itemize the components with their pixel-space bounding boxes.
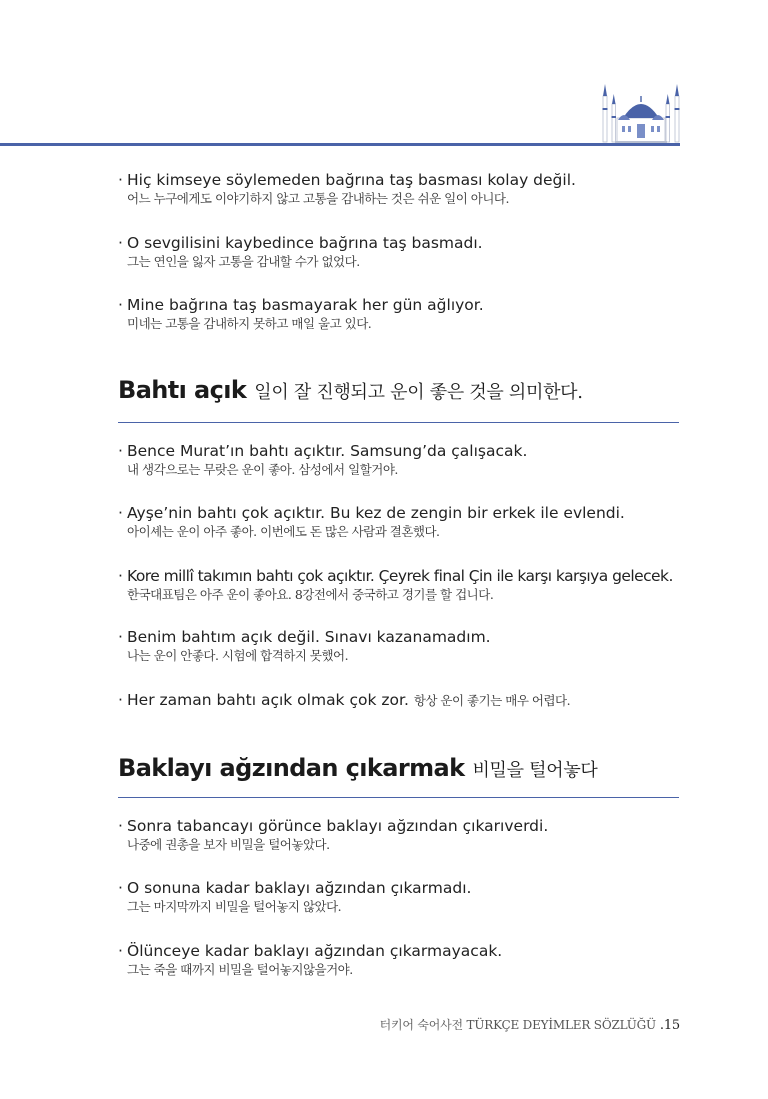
example-item: · Benim bahtım açık değil. Sınavı kazanamadım. 나는 운이 안좋다. 시험에 합격하지 못했어. — [118, 628, 491, 663]
example-korean: 그는 죽을 때까지 비밀을 털어놓지않을거야. — [127, 962, 353, 977]
mosque-icon — [600, 78, 682, 146]
example-turkish: Bence Murat’ın bahtı açıktır. Samsung’da çalışacak. — [127, 442, 528, 460]
example-turkish: O sonuna kadar baklayı ağzından çıkarmadı. — [127, 879, 472, 897]
example-turkish: Sonra tabancayı görünce baklayı ağzından çıkarıverdi. — [127, 817, 549, 835]
section-rule — [118, 422, 679, 423]
example-item: · Ölünceye kadar baklayı ağzından çıkarmayacak. 그는 죽을 때까지 비밀을 털어놓지않을거야. — [118, 942, 503, 977]
example-item: · Bence Murat’ın bahtı açıktır. Samsung’da çalışacak. 내 생각으로는 무랏은 운이 좋아. 삼성에서 일할거야. — [118, 442, 528, 477]
example-korean: 한국대표팀은 아주 운이 좋아요. 8강전에서 중국하고 경기를 할 겁니다. — [127, 587, 494, 602]
idiom-title: Bahtı açık — [118, 376, 247, 404]
example-turkish: Her zaman bahtı açık olmak çok zor. — [127, 691, 409, 709]
footer-book-title: 터키어 숙어사전 TÜRKÇE DEYİMLER SÖZLÜĞÜ — [379, 1018, 656, 1032]
idiom-heading — [118, 376, 583, 404]
example-item: · Hiç kimseye söylemeden bağrına taş basması kolay değil. 어느 누구에게도 이야기하지 않고 고통을 감내하는 것은 쉬운 일이 아니다. — [118, 171, 576, 206]
example-korean: 항상 운이 좋기는 매우 어렵다. — [413, 693, 571, 708]
page-number: .15 — [659, 1018, 680, 1033]
example-korean: 어느 누구에게도 이야기하지 않고 고통을 감내하는 것은 쉬운 일이 아니다. — [127, 191, 509, 206]
example-item: · O sonuna kadar baklayı ağzından çıkarmadı. 그는 마지막까지 비밀을 털어놓지 않았다. — [118, 879, 472, 914]
header-rule — [0, 143, 680, 146]
idiom-meaning: 일이 잘 진행되고 운이 좋은 것을 의미한다. — [254, 382, 583, 403]
example-item: · Ayşe’nin bahtı çok açıktır. Bu kez de zengin bir erkek ile evlendi. 아이셰는 운이 아주 좋아. 이번에도 돈 많은 사람과 결혼했다. — [118, 504, 625, 539]
page-footer — [380, 1016, 680, 1033]
example-turkish: Hiç kimseye söylemeden bağrına taş basması kolay değil. — [127, 171, 576, 189]
example-turkish: Kore millî takımın bahtı çok açıktır. Çeyrek final Çin ile karşı karşıya gelecek. — [127, 567, 673, 585]
example-turkish: Ayşe’nin bahtı çok açıktır. Bu kez de zengin bir erkek ile evlendi. — [127, 504, 625, 522]
example-item: · Kore millî takımın bahtı çok açıktır. Çeyrek final Çin ile karşı karşıya gelecek. 한국대표팀은 아주 운이 좋아요. 8강전에서 중국하고 경기를 할 겁니다. — [118, 567, 673, 602]
example-turkish: Mine bağrına taş basmayarak her gün ağlıyor. — [127, 296, 484, 314]
example-korean: 미네는 고통을 감내하지 못하고 매일 울고 있다. — [127, 316, 372, 331]
example-korean: 나는 운이 안좋다. 시험에 합격하지 못했어. — [127, 648, 349, 663]
example-item: · O sevgilisini kaybedince bağrına taş basmadı. 그는 연인을 잃자 고통을 감내할 수가 없었다. — [118, 234, 483, 269]
example-item: · Her zaman bahtı açık olmak çok zor. 항상 운이 좋기는 매우 어렵다. — [118, 691, 571, 709]
idiom-heading — [118, 754, 598, 782]
idiom-meaning: 비밀을 털어놓다 — [472, 760, 598, 781]
example-turkish: Ölünceye kadar baklayı ağzından çıkarmayacak. — [127, 942, 503, 960]
example-korean: 아이셰는 운이 아주 좋아. 이번에도 돈 많은 사람과 결혼했다. — [127, 524, 440, 539]
example-korean: 내 생각으로는 무랏은 운이 좋아. 삼성에서 일할거야. — [127, 462, 398, 477]
example-korean: 나중에 권총을 보자 비밀을 털어놓았다. — [127, 837, 330, 852]
idiom-title: Baklayı ağzından çıkarmak — [118, 754, 465, 782]
section-rule — [118, 797, 679, 798]
example-turkish: Benim bahtım açık değil. Sınavı kazanamadım. — [127, 628, 491, 646]
example-item: · Mine bağrına taş basmayarak her gün ağlıyor. 미네는 고통을 감내하지 못하고 매일 울고 있다. — [118, 296, 484, 331]
example-korean: 그는 마지막까지 비밀을 털어놓지 않았다. — [127, 899, 342, 914]
example-item: · Sonra tabancayı görünce baklayı ağzından çıkarıverdi. 나중에 권총을 보자 비밀을 털어놓았다. — [118, 817, 549, 852]
example-turkish: O sevgilisini kaybedince bağrına taş basmadı. — [127, 234, 483, 252]
example-korean: 그는 연인을 잃자 고통을 감내할 수가 없었다. — [127, 254, 360, 269]
